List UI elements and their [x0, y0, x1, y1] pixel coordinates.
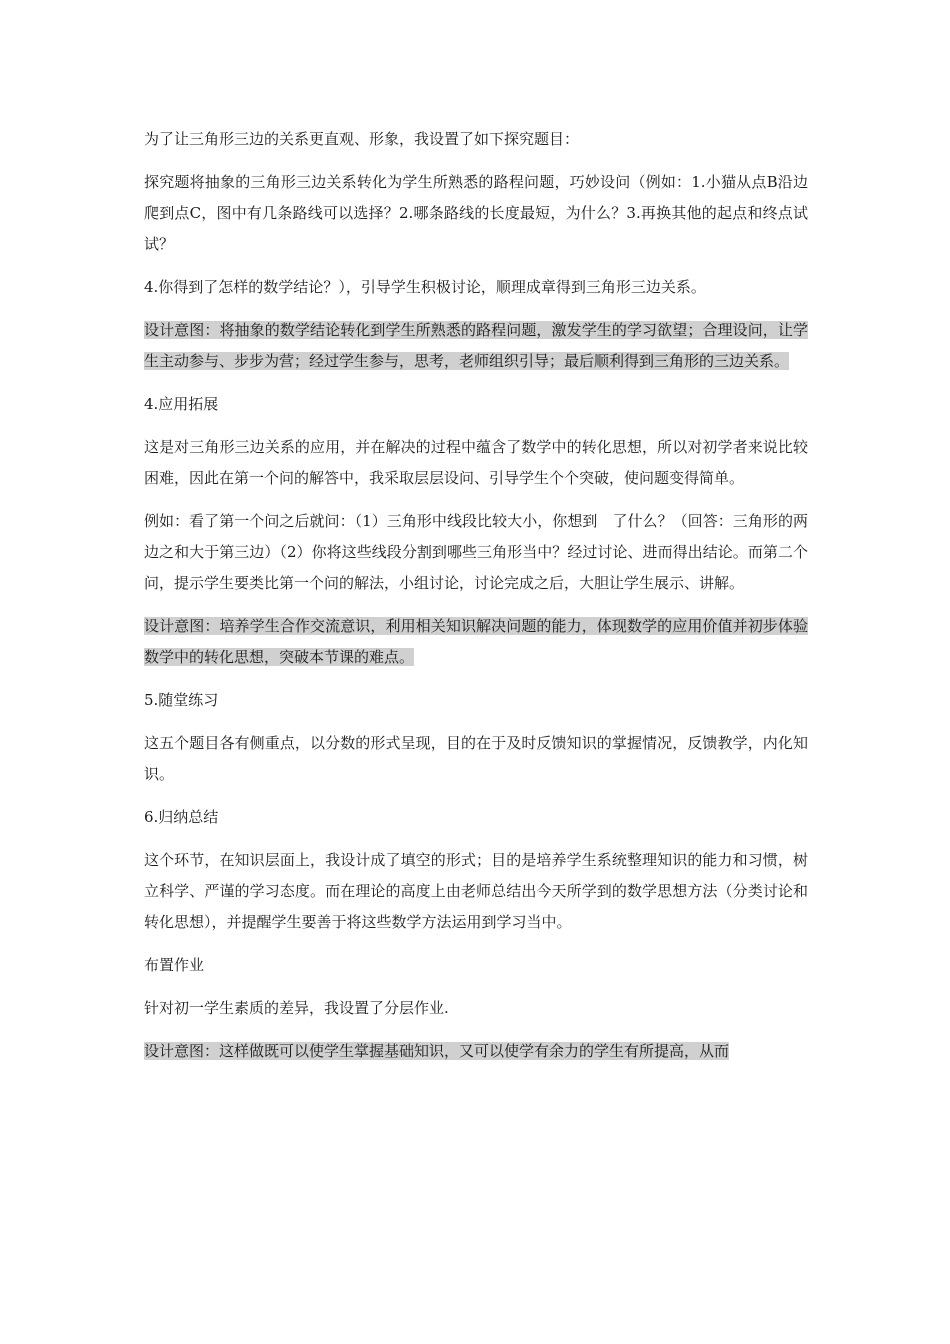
highlighted-text: 设计意图：这样做既可以使学生掌握基础知识，又可以使学有余力的学生有所提高，从而 [144, 1042, 730, 1060]
section-heading [144, 802, 808, 833]
paragraph-text: 针对初一学生素质的差异，我设置了分层作业. [144, 999, 449, 1017]
paragraph-text: 这个环节，在知识层面上，我设计成了填空的形式；目的是培养学生系统整理知识的能力和习惯，树立科学、严谨的学习态度。而在理论的高度上由老师总结出今天所学到的数学思想方法（分类讨论和转化思想），并提醒学生要善于将这些数学方法运用到学习当中。 [144, 851, 808, 931]
paragraph [144, 506, 808, 599]
paragraph-text: 为了让三角形三边的关系更直观、形象，我设置了如下探究题目： [144, 130, 580, 148]
heading-text: 4.应用拓展 [144, 395, 219, 413]
paragraph [144, 167, 808, 260]
paragraph-text: 这是对三角形三边关系的应用，并在解决的过程中蕴含了数学中的转化思想，所以对初学者来说比较困难，因此在第一个问的解答中，我采取层层设问、引导学生个个突破，使问题变得简单。 [144, 438, 808, 487]
paragraph-text: 这五个题目各有侧重点，以分数的形式呈现，目的在于及时反馈知识的掌握情况，反馈教学，内化知识。 [144, 734, 808, 783]
paragraph [144, 728, 808, 790]
section-heading [144, 685, 808, 716]
paragraph [144, 432, 808, 494]
design-intent-paragraph [144, 315, 808, 377]
heading-text: 6.归纳总结 [144, 808, 219, 826]
design-intent-paragraph [144, 1036, 808, 1067]
heading-text: 5.随堂练习 [144, 691, 219, 709]
paragraph-text: 探究题将抽象的三角形三边关系转化为学生所熟悉的路程问题，巧妙设问（例如：1.小猫从点B沿边爬到点C，图中有几条路线可以选择？2.哪条路线的长度最短，为什么？3.再换其他的起点和终点试试？ [144, 173, 808, 253]
heading-text: 布置作业 [144, 956, 205, 974]
paragraph [144, 124, 808, 155]
document-body [144, 124, 808, 1079]
section-heading [144, 389, 808, 420]
highlighted-text: 设计意图：培养学生合作交流意识，利用相关知识解决问题的能力，体现数学的应用价值并初步体验数学中的转化思想，突破本节课的难点。 [144, 617, 808, 666]
paragraph-text: 4.你得到了怎样的数学结论？），引导学生积极讨论，顺理成章得到三角形三边关系。 [144, 278, 706, 296]
highlighted-text: 设计意图：将抽象的数学结论转化到学生所熟悉的路程问题，激发学生的学习欲望；合理设问，让学生主动参与、步步为营；经过学生参与，思考，老师组织引导；最后顺利得到三角形的三边关系。 [144, 321, 808, 370]
paragraph [144, 993, 808, 1024]
paragraph-text: 例如：看了第一个问之后就问：（1）三角形中线段比较大小，你想到 了什么？（回答：三角形的两边之和大于第三边）（2）你将这些线段分割到哪些三角形当中？经过讨论、进而得出结论。而第二个问，提示学生要类比第一个问的解法，小组讨论，讨论完成之后，大胆让学生展示、讲解。 [144, 512, 808, 592]
paragraph [144, 845, 808, 938]
design-intent-paragraph [144, 611, 808, 673]
section-heading [144, 950, 808, 981]
paragraph [144, 272, 808, 303]
